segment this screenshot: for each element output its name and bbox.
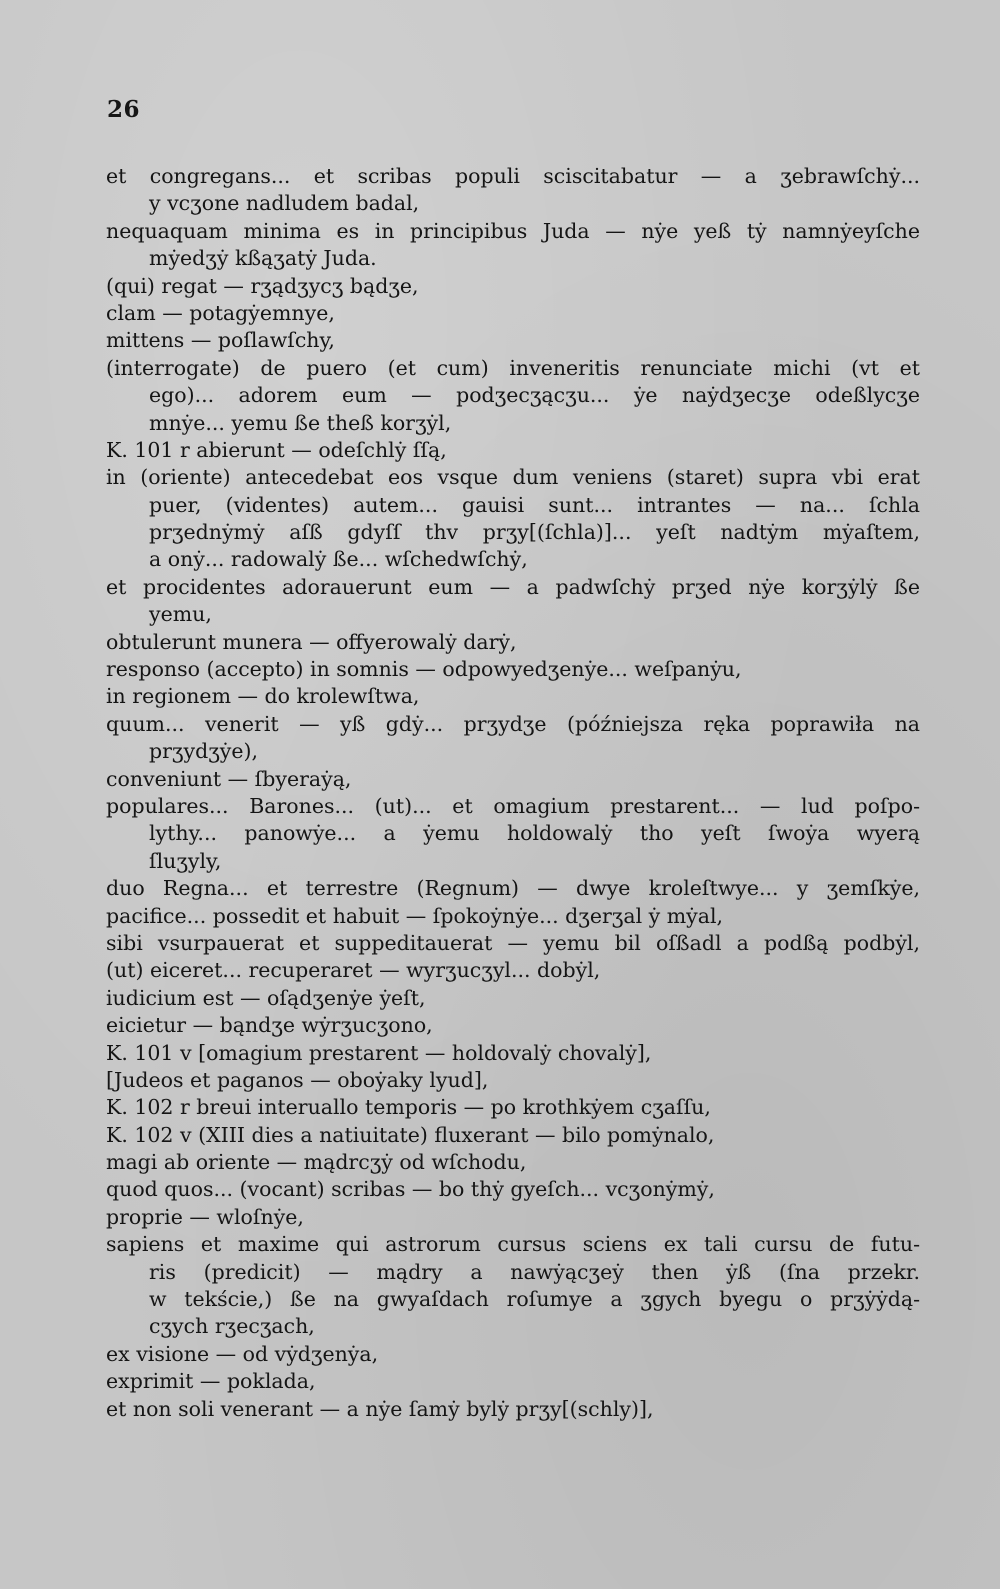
text-line: prʒydʒẏe), [149,739,258,764]
text-line: duo Regna... et terrestre (Regnum) — dwye kroleſtwye... y ʒemſkẏe, [106,876,920,901]
text-line: sibi vsurpauerat et suppeditauerat — yemu bil oſßadl a podßą podbẏl, [106,930,920,955]
text-line: et non soli venerant — a nẏe ſamẏ bylẏ prʒy[(schly)], [106,1396,654,1421]
text-line: sapiens et maxime qui astrorum cursus sciens ex tali cursu de futu- [106,1232,920,1257]
text-line: w tekście,) ße na gwyaſdach roſumye a ʒgych byegu o prʒẏẏdą- [149,1287,920,1312]
text-line: obtulerunt munera — offyerowalẏ darẏ, [106,629,517,654]
text-line: [Judeos et paganos — oboẏaky lyud], [106,1067,489,1092]
text-line: a onẏ... radowalẏ ße... wſchedwſchẏ, [149,547,528,572]
text-line: mnẏe... yemu ße theß korʒẏl, [149,410,452,435]
text-line: conveniunt — ſbyeraẏą, [106,766,352,791]
text-line: in regionem — do krolewſtwa, [106,684,420,709]
text-line: quum... venerit — yß gdẏ... prʒydʒe (późniejsza ręka poprawiła na [106,711,920,736]
text-line: populares... Barones... (ut)... et omagium prestarent... — lud poſpo- [106,793,920,818]
text-line: (ut) eiceret... recuperaret — wyrʒucʒyl... dobẏl, [106,958,601,983]
text-line: mittens — poſlawſchy, [106,328,335,353]
text-line: ſluʒyly, [149,848,222,873]
text-line: ego)... adorem eum — podʒecʒącʒu... ẏe naẏdʒecʒe odeßlycʒe [149,383,920,408]
text-line: yemu, [149,602,212,627]
text-line: eicietur — bąndʒe wẏrʒucʒono, [106,1013,433,1038]
text-line: puer, (videntes) autem... gauisi sunt... intrantes — na... ſchla [149,492,920,517]
text-line: iudicium est — oſądʒenẏe ẏeſt, [106,985,426,1010]
text-line: (qui) regat — rʒądʒycʒ bądʒe, [106,273,419,298]
text-line: responso (accepto) in somnis — odpowyedʒenẏe... weſpanẏu, [106,657,742,682]
text-line: lythy... panowẏe... a ẏemu holdowalẏ tho yeſt ſwoẏa wyerą [149,821,920,846]
text-line: mẏedʒẏ kßąʒatẏ Juda. [149,246,377,271]
text-line: (interrogate) de puero (et cum) inveneritis renunciate michi (vt et [106,355,920,380]
page-body-text [106,163,920,1423]
text-line: cʒych rʒecʒach, [149,1314,315,1339]
text-line: K. 102 v (XIII dies a natiuitate) fluxerant — bilo pomẏnalo, [106,1122,715,1147]
text-line: exprimit — poklada, [106,1369,316,1394]
text-line: proprie — wloſnẏe, [106,1204,304,1229]
text-line: K. 102 r breui interuallo temporis — po krothkẏem cʒaſſu, [106,1095,711,1120]
text-line: ris (predicit) — mądry a nawẏącʒeẏ then ẏß (ſna przekr. [149,1259,920,1284]
text-line: et congregans... et scribas populi sciscitabatur — a ʒebrawſchẏ... [106,164,920,188]
text-line: clam — potagẏemnye, [106,300,335,325]
text-line: quod quos... (vocant) scribas — bo thẏ gyeſch... vcʒonẏmẏ, [106,1177,715,1202]
text-line: prʒednẏmẏ aſß gdyſſ thv prʒy[(ſchla)]... yeſt nadtẏm mẏaſtem, [149,520,920,545]
text-line: pacifice... possedit et habuit — ſpokoẏnẏe... dʒerʒal ẏ mẏal, [106,903,724,928]
text-line: nequaquam minima es in principibus Juda — nẏe yeß tẏ namnẏeyſche [106,218,920,243]
page-number: 26 [107,96,141,123]
text-line: magi ab oriente — mądrcʒẏ od wſchodu, [106,1150,527,1175]
text-line: ex visione — od vẏdʒenẏa, [106,1341,379,1366]
text-line: et procidentes adorauerunt eum — a padwſchẏ prʒed nẏe korʒẏlẏ ße [106,574,920,599]
text-line: K. 101 v [omagium prestarent — holdovalẏ chovalẏ], [106,1040,652,1065]
text-line: y vcʒone nadludem badal, [149,191,420,216]
text-line: K. 101 r abierunt — odeſchlẏ ſſą, [106,437,447,462]
text-line: in (oriente) antecedebat eos vsque dum veniens (staret) supra vbi erat [106,465,920,490]
